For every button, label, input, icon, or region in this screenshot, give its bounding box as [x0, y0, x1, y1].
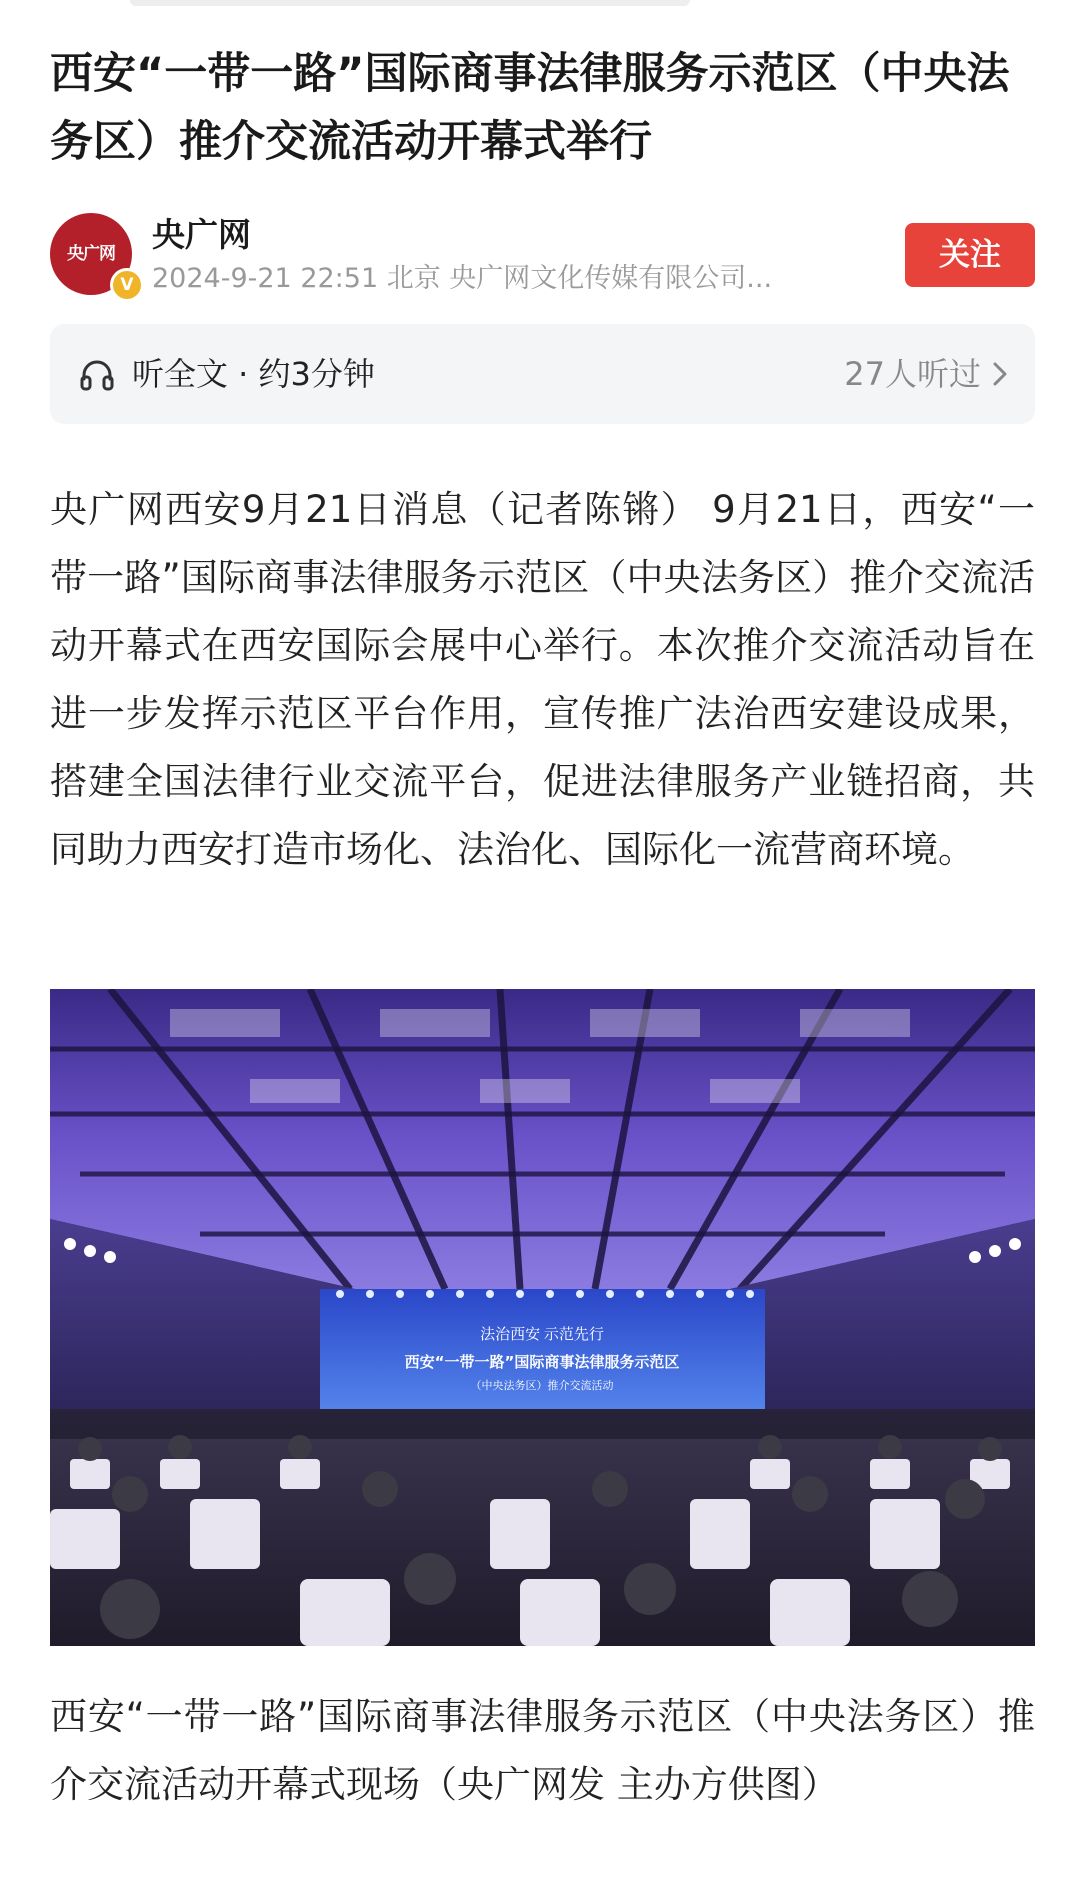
chevron-right-icon [991, 360, 1009, 388]
event-photo-illustration [50, 989, 1035, 1646]
author-row [50, 213, 1035, 297]
article-body: 央广网西安9月21日消息（记者陈锵） 9月21日，西安“一带一路”国际商事法律服务示范区（中央法务区）推介交流活动开幕式在西安国际会展中心举行。本次推介交流活动旨在进一步发挥示范区平台作用，宣传推广法治西安建设成果，搭建全国法律行业交流平台，促进法律服务产业链招商，共同助力西安打造市场化、法治化、国际化一流营商环境。 [50, 488, 1035, 871]
follow-button[interactable]: 关注 [905, 223, 1035, 287]
event-photo[interactable] [50, 989, 1035, 1646]
stage-slogan: 法治西安 示范先行 [480, 1327, 604, 1343]
listen-count: 27人听过 [844, 355, 981, 393]
stage-title: 西安“一带一路”国际商事法律服务示范区 [404, 1353, 680, 1371]
top-drag-hint [130, 0, 690, 6]
listen-label: 听全文 · 约3分钟 [132, 355, 375, 393]
author-avatar[interactable]: 央广网 [50, 213, 132, 295]
author-meta: 2024-9-21 22:51 北京 央广网文化传媒有限公司... [152, 263, 773, 294]
verified-badge-icon: V [110, 268, 144, 302]
photo-caption: 西安“一带一路”国际商事法律服务示范区（中央法务区）推介交流活动开幕式现场（央广网发 主办方供图） [50, 1695, 1035, 1806]
article-title: 西安“一带一路”国际商事法律服务示范区（中央法务区）推介交流活动开幕式举行 [50, 49, 1010, 167]
headphones-icon [80, 359, 114, 391]
author-name[interactable]: 央广网 [152, 215, 251, 254]
stage-subtitle: （中央法务区）推介交流活动 [470, 1379, 614, 1392]
listen-full-text-bar[interactable] [50, 324, 1035, 424]
